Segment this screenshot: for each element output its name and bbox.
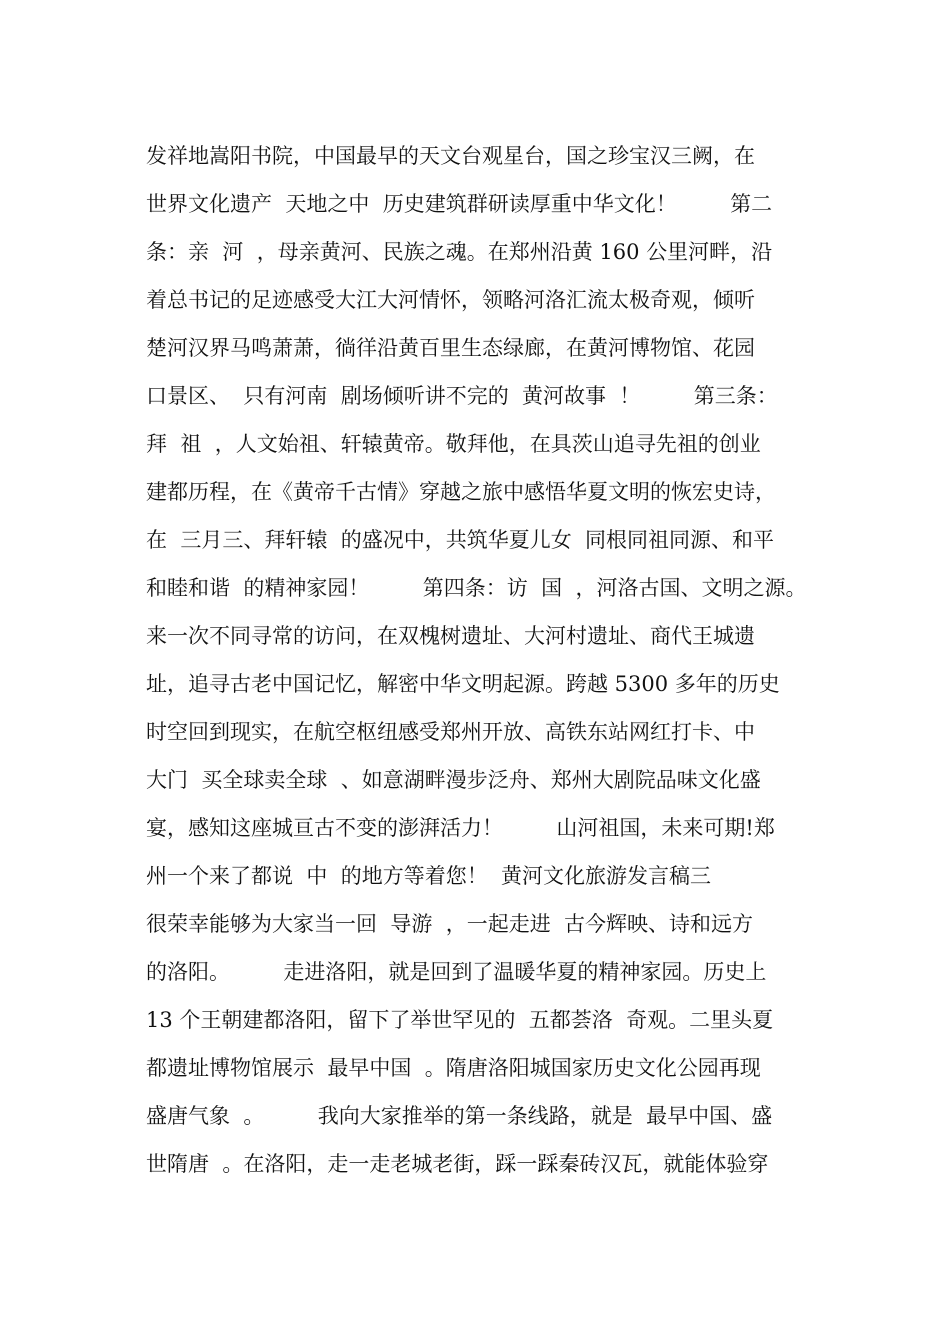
- text-line: 着总书记的足迹感受大江大河情怀，领略河洛汇流太极奇观，倾听: [146, 288, 755, 312]
- text-line: 时空回到现实，在航空枢纽感受郑州开放、高铁东站网红打卡、中: [146, 720, 755, 744]
- text-line: 世界文化遗产 天地之中 历史建筑群研读厚重中华文化！ 第二: [146, 192, 773, 216]
- text-line: 楚河汉界马鸣萧萧，徜徉沿黄百里生态绿廊，在黄河博物馆、花园: [146, 336, 755, 360]
- text-line: 州一个来了都说 中 的地方等着您！ 黄河文化旅游发言稿三: [146, 864, 712, 888]
- text-line: 发祥地嵩阳书院，中国最早的天文台观星台，国之珍宝汉三阙，在: [146, 144, 755, 168]
- body-text: [146, 132, 818, 1188]
- text-line: 和睦和谐 的精神家园！ 第四条：访 国 ，河洛古国、文明之源。: [146, 576, 807, 600]
- text-line: 大门 买全球卖全球 、如意湖畔漫步泛舟、郑州大剧院品味文化盛: [146, 768, 761, 792]
- text-line: 盛唐气象 。 我向大家推举的第一条线路，就是 最早中国、盛: [146, 1104, 773, 1128]
- text-line: 都遗址博物馆展示 最早中国 。隋唐洛阳城国家历史文化公园再现: [146, 1056, 761, 1080]
- text-line: 13 个王朝建都洛阳，留下了举世罕见的 五都荟洛 奇观。二里头夏: [146, 1008, 774, 1032]
- text-line: 很荣幸能够为大家当一回 导游 ，一起走进 古今辉映、诗和远方: [146, 912, 754, 936]
- text-line: 建都历程，在《黄帝千古情》穿越之旅中感悟华夏文明的恢宏史诗，: [146, 480, 776, 504]
- text-line: 口景区、 只有河南 剧场倾听讲不完的 黄河故事 ！ 第三条：: [146, 384, 778, 408]
- text-line: 条：亲 河 ，母亲黄河、民族之魂。在郑州沿黄 160 公里河畔，沿: [146, 240, 773, 264]
- text-line: 址，追寻古老中国记忆，解密中华文明起源。跨越 5300 多年的历史: [146, 672, 780, 696]
- text-line: 拜 祖 ，人文始祖、轩辕黄帝。敬拜他，在具茨山追寻先祖的创业: [146, 432, 761, 456]
- text-line: 世隋唐 。在洛阳，走一走老城老街，踩一踩秦砖汉瓦，就能体验穿: [146, 1152, 769, 1176]
- text-line: 来一次不同寻常的访问，在双槐树遗址、大河村遗址、商代王城遗: [146, 624, 755, 648]
- text-line: 宴，感知这座城亘古不变的澎湃活力！ 山河祖国，未来可期!郑: [146, 816, 775, 840]
- text-line: 的洛阳。 走进洛阳，就是回到了温暖华夏的精神家园。历史上: [146, 960, 767, 984]
- text-line: 在 三月三、拜轩辕 的盛况中，共筑华夏儿女 同根同祖同源、和平: [146, 528, 775, 552]
